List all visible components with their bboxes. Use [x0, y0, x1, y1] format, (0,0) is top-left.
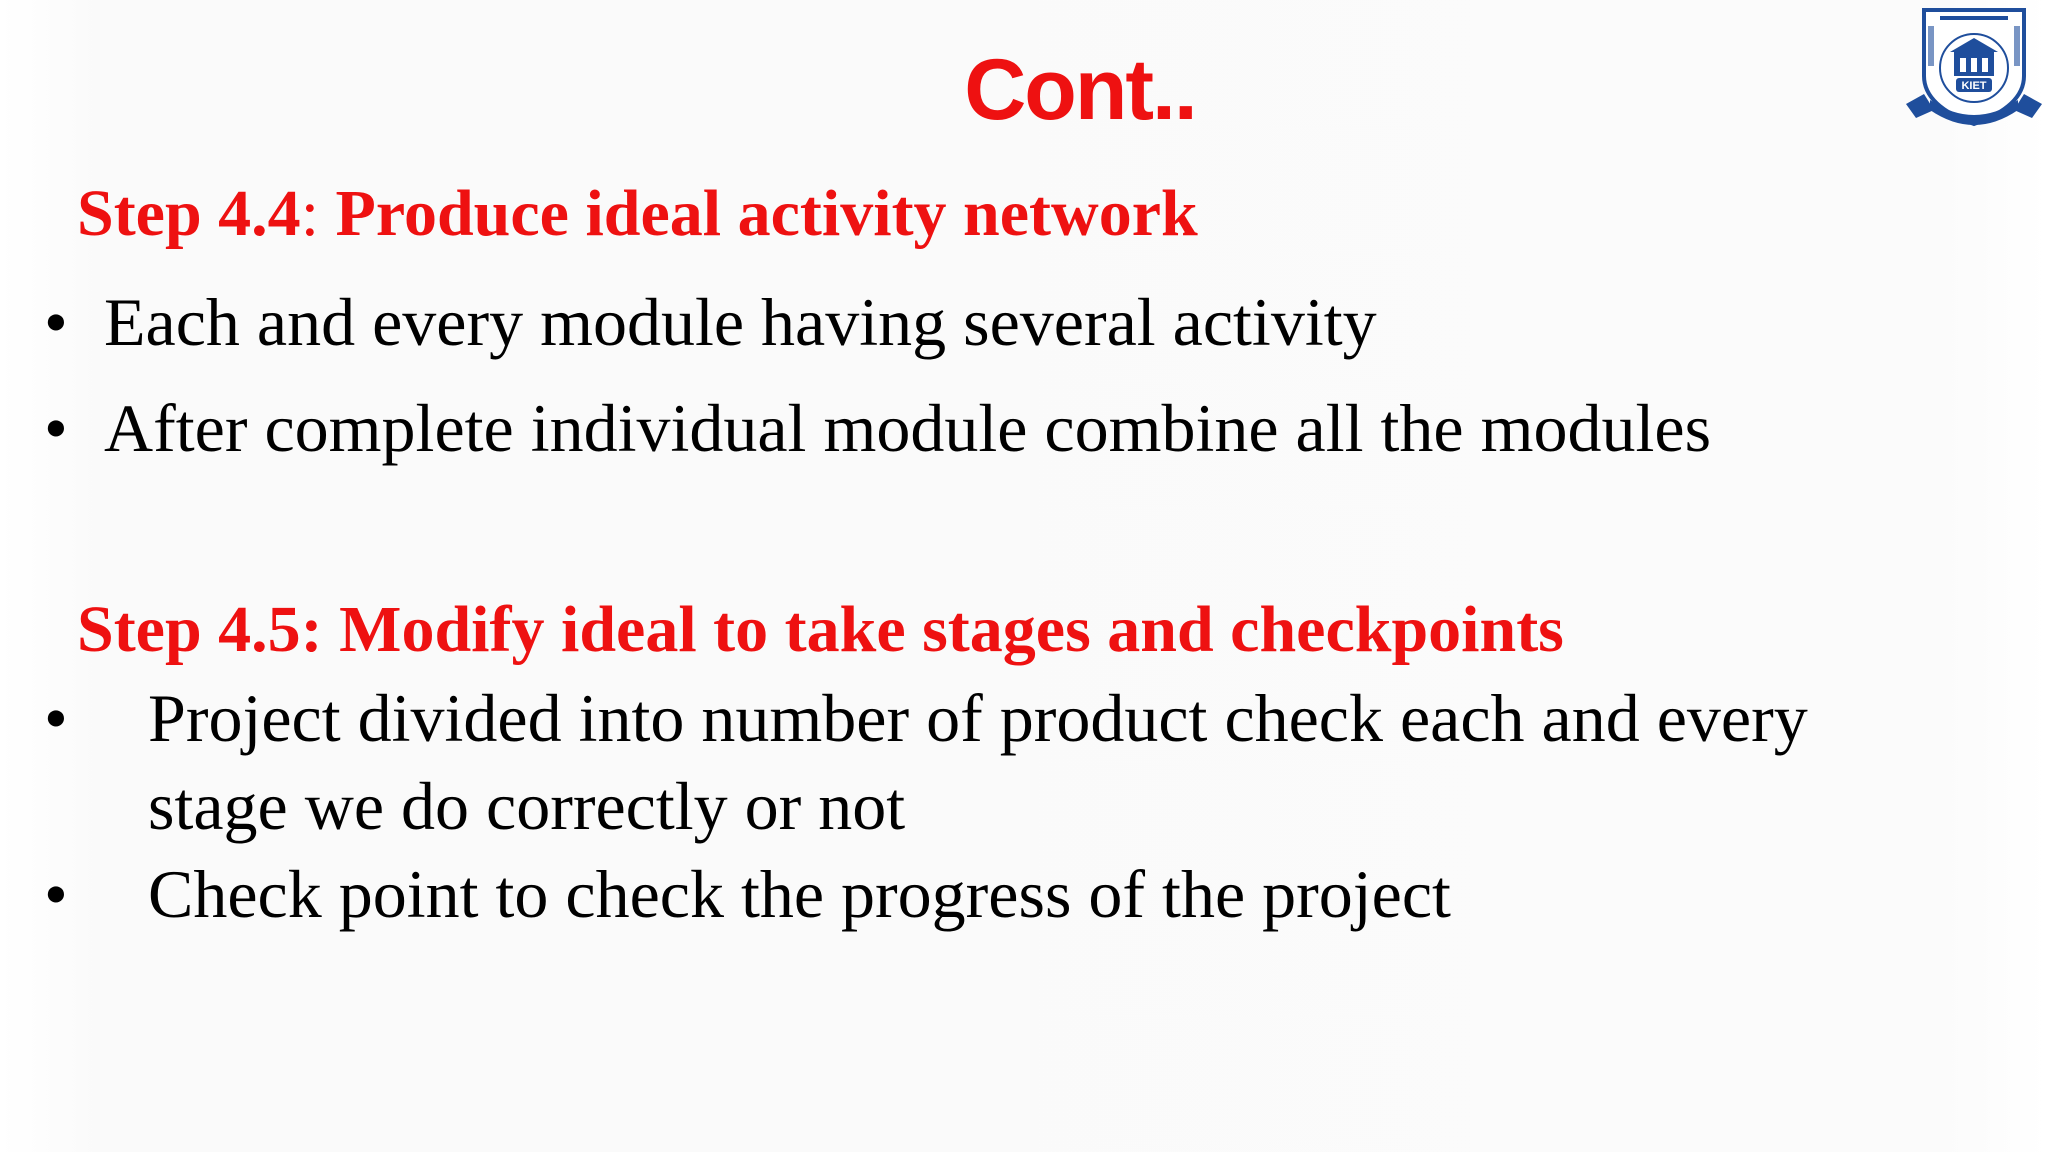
- step-4-4-bullet-2: After complete individual module combine all the modules: [104, 390, 1712, 466]
- slide-title: Cont..: [964, 42, 1196, 138]
- step-4-4-heading: [77, 174, 1198, 254]
- bullet-glyph: •: [44, 390, 68, 466]
- step-4-5-heading: Step 4.5: Modify ideal to take stages and checkpoints: [77, 593, 1564, 666]
- institution-logo-icon: [1904, 6, 2044, 136]
- step-4-4-title: Produce ideal activity network: [319, 177, 1198, 250]
- step-4-4-bullet-1: Each and every module having several activity: [104, 284, 1377, 360]
- bullet-glyph: •: [44, 680, 68, 756]
- step-4-5-bullet-1-line-1: Project divided into number of product check each and every: [148, 680, 1808, 756]
- step-4-5-bullet-1-line-2: stage we do correctly or not: [148, 768, 906, 844]
- step-4-4-colon: :: [300, 177, 320, 250]
- logo-badge-text: KIET: [1961, 80, 1987, 92]
- step-4-4-label: Step 4.4: [77, 177, 301, 250]
- step-4-5-bullet-2: Check point to check the progress of the project: [148, 856, 1451, 932]
- bullet-glyph: •: [44, 284, 68, 360]
- bullet-glyph: •: [44, 856, 68, 932]
